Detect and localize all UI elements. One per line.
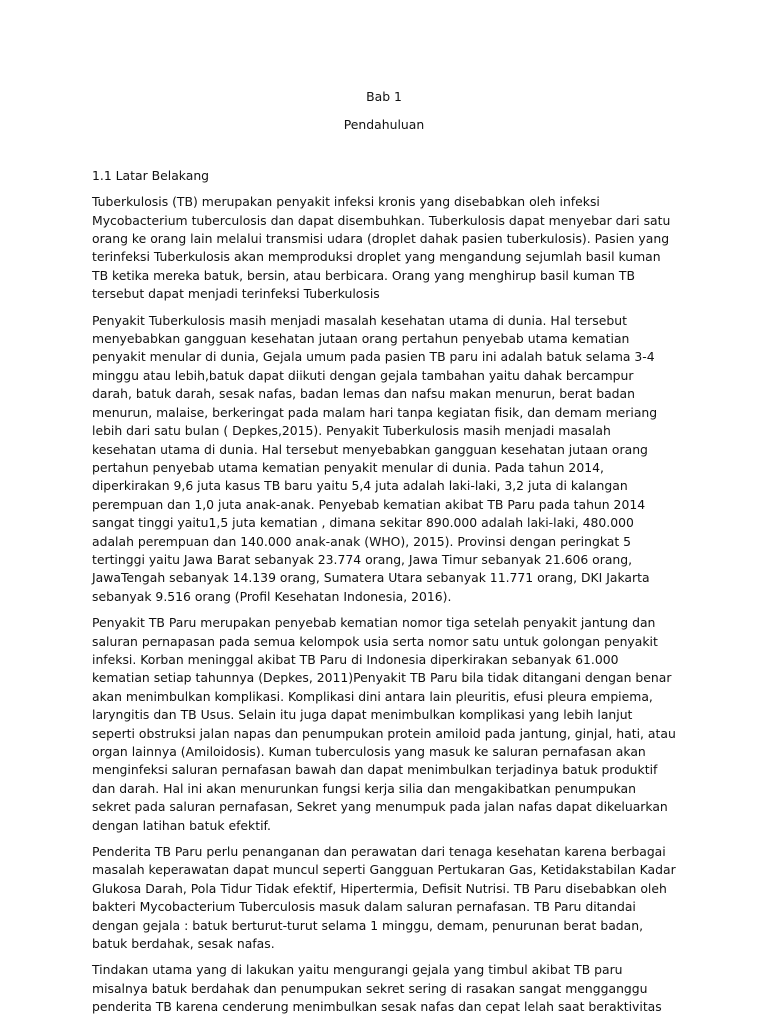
- paragraph-3: Penyakit TB Paru merupakan penyebab kematian nomor tiga setelah penyakit jantung dan saluran pernapasan pada semua kelompok usia serta nomor satu untuk golongan penyakit infeksi. Korban meninggal akibat TB Paru di Indonesia diperkirakan sebanyak 61.000 kematian setiap tahunnya (Depkes, 2011)Penyakit TB Paru bila tidak ditangani dengan benar akan menimbulkan komplikasi. Komplikasi dini antara lain pleuritis, efusi pleura empiema, laryngitis dan TB Usus. Selain itu juga dapat menimbulkan komplikasi yang lebih lanjut seperti obstruksi jalan napas dan penumpukan protein amiloid pada jantung, ginjal, hati, atau organ lainnya (Amiloidosis). Kuman tuberculosis yang masuk ke saluran pernafasan akan menginfeksi saluran pernafasan bawah dan dapat menimbulkan terjadinya batuk produktif dan darah. Hal ini akan menurunkan fungsi kerja silia dan mengakibatkan penumpukan sekret pada saluran pernafasan, Sekret yang menumpuk pada jalan nafas dapat dikeluarkan dengan latihan batuk efektif.: [92, 615, 676, 833]
- document-page: [92, 88, 676, 1025]
- section-heading: 1.1 Latar Belakang: [92, 167, 210, 183]
- paragraph-2: Penyakit Tuberkulosis masih menjadi masalah kesehatan utama di dunia. Hal tersebut menyebabkan gangguan kesehatan jutaan orang pertahun penyebab utama kematian penyakit menular di dunia, Gejala umum pada pasien TB paru ini adalah batuk selama 3-4 minggu atau lebih,batuk dapat diikuti dengan gejala tambahan yaitu dahak bercampur darah, batuk darah, sesak nafas, badan lemas dan nafsu makan menurun, berat badan menurun, malaise, berkeringat pada malam hari tanpa kegiatan fisik, dan demam meriang lebih dari satu bulan ( Depkes,2015). Penyakit Tuberkulosis masih menjadi masalah kesehatan utama di dunia. Hal tersebut menyebabkan gangguan kesehatan jutaan orang pertahun penyebab utama kematian penyakit menular di dunia. Pada tahun 2014, diperkirakan 9,6 juta kasus TB baru yaitu 5,4 juta adalah laki-laki, 3,2 juta di kalangan perempuan dan 1,0 juta anak-anak. Penyebab kematian akibat TB Paru pada tahun 2014 sangat tinggi yaitu1,5 juta kematian , dimana sekitar 890.000 adalah laki-laki, 480.000 adalah perempuan dan 140.000 anak-anak (WHO), 2015). Provinsi dengan peringkat 5 tertinggi yaitu Jawa Barat sebanyak 23.774 orang, Jawa Timur sebanyak 21.606 orang, JawaTengah sebanyak 14.139 orang, Sumatera Utara sebanyak 11.771 orang, DKI Jakarta sebanyak 9.516 orang (Profil Kesehatan Indonesia, 2016).: [92, 312, 658, 604]
- paragraph-1: Tuberkulosis (TB) merupakan penyakit infeksi kronis yang disebabkan oleh infeksi Mycobacterium tuberculosis dan dapat disembuhkan. Tuberkulosis dapat menyebar dari satu orang ke orang lain melalui transmisi udara (droplet dahak pasien tuberkulosis). Pasien yang terinfeksi Tuberkulosis akan memproduksi droplet yang mengandung sejumlah basil kuman TB ketika mereka batuk, bersin, atau berbicara. Orang yang menghirup basil kuman TB tersebut dapat menjadi terinfeksi Tuberkulosis: [92, 194, 671, 302]
- chapter-title: Pendahuluan: [343, 117, 425, 133]
- paragraph-4: Penderita TB Paru perlu penanganan dan perawatan dari tenaga kesehatan karena berbagai masalah keperawatan dapat muncul seperti Gangguan Pertukaran Gas, Ketidakstabilan Kadar Glukosa Darah, Pola Tidur Tidak efektif, Hipertermia, Defisit Nutrisi. TB Paru disebabkan oleh bakteri Mycobacterium Tuberculosis masuk dalam saluran pernafasan. TB Paru ditandai dengan gejala : batuk berturut-turut selama 1 minggu, demam, penurunan berat badan, batuk berdahak, sesak nafas.: [92, 844, 676, 952]
- paragraph-5: Tindakan utama yang di lakukan yaitu mengurangi gejala yang timbul akibat TB paru misalnya batuk berdahak dan penumpukan sekret sering di rasakan sangat mengganggu penderita TB karena cenderung menimbulkan sesak nafas dan cepat lelah saat beraktivitas: [92, 962, 662, 1015]
- chapter-number: Bab 1: [366, 89, 402, 104]
